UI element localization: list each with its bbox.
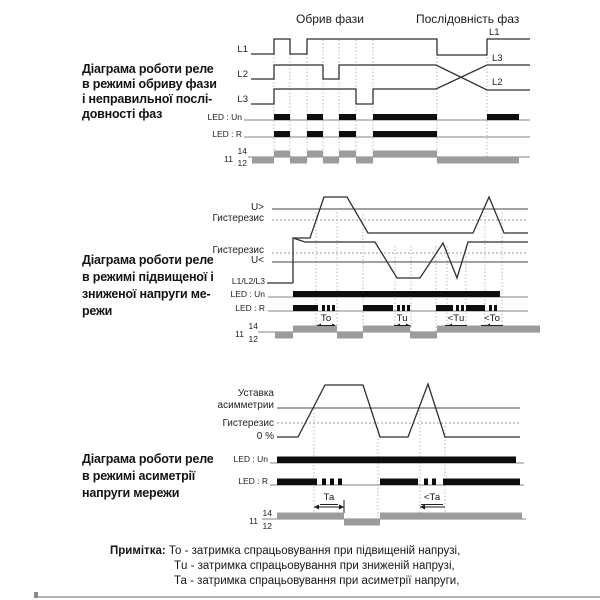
note-line-3: Та - затримка спрацьовування при асиметрії напруги, bbox=[174, 575, 460, 587]
d2-timer-tu-label: Тu bbox=[394, 314, 410, 326]
d2-relay-contact-row bbox=[258, 326, 540, 339]
sidebar3-line: напруги мережи bbox=[82, 486, 180, 500]
d3-timer-ta-label: Та bbox=[320, 493, 338, 505]
sidebar1-line: в режимі обриву фази bbox=[82, 77, 217, 91]
d3-timer-arrows bbox=[314, 505, 445, 510]
d2-timer-lt-tu-label: <Тu bbox=[445, 314, 467, 326]
d1-contact-11-label: 11 bbox=[224, 154, 233, 164]
sidebar1-line: довності фаз bbox=[82, 107, 163, 121]
d2-contact-11-label: 11 bbox=[235, 329, 244, 339]
d3-threshold-lines bbox=[277, 408, 520, 423]
d2-timer-to-label: То bbox=[317, 314, 335, 326]
sidebar3-line: Діаграма роботи реле bbox=[82, 452, 214, 466]
d3-contact-12-label: 12 bbox=[262, 521, 272, 531]
d1-led-un-row bbox=[244, 114, 530, 120]
header-phase-break: Обрив фази bbox=[296, 12, 364, 26]
d1-l2-label: L2 bbox=[237, 69, 248, 80]
d1-right-l2-label: L2 bbox=[492, 77, 503, 88]
note-label: Примітка: bbox=[110, 545, 166, 557]
d1-l1-label: L1 bbox=[237, 44, 248, 55]
d2-contact-12-label: 12 bbox=[248, 334, 258, 344]
d3-led-r-label: LED : R bbox=[238, 476, 268, 486]
d3-relay-contact-row bbox=[262, 513, 526, 526]
d3-hysteresis-label: Гистерезис bbox=[222, 418, 274, 429]
d1-right-l1-label: L1 bbox=[489, 27, 500, 38]
note-line-2: Тu - затримка спрацьовування при зниженій напрузі, bbox=[174, 560, 455, 572]
d3-led-un-label: LED : Un bbox=[233, 454, 268, 464]
note-text-to: То - затримка спрацьовування при підвищеній напрузі, bbox=[168, 545, 461, 557]
d2-contact-14-label: 14 bbox=[248, 321, 258, 331]
d1-led-un-label: LED : Un bbox=[207, 112, 242, 122]
d1-phase-waveforms bbox=[251, 39, 530, 104]
d3-led-r-row bbox=[270, 479, 524, 486]
d2-undervoltage-trace bbox=[293, 238, 528, 278]
d1-led-r-label: LED : R bbox=[212, 129, 242, 139]
d2-phases-label: L1/L2/L3 bbox=[231, 276, 265, 286]
sidebar1-line: Діаграма роботи реле bbox=[82, 62, 214, 76]
d2-led-un-label: LED : Un bbox=[230, 289, 265, 299]
d3-contact-14-label: 14 bbox=[262, 508, 272, 518]
d1-l3-label: L3 bbox=[237, 94, 248, 105]
d3-contact-11-label: 11 bbox=[249, 516, 258, 526]
d2-u-under-label: U< bbox=[250, 255, 264, 266]
d2-timer-lt-to-label: <То bbox=[481, 314, 503, 326]
d1-l2-trace bbox=[251, 65, 530, 90]
d3-timer-lt-ta-label: <Та bbox=[421, 493, 443, 505]
d2-led-r-row bbox=[268, 305, 528, 311]
d2-overvoltage-trace bbox=[293, 197, 528, 283]
sidebar1-line: і неправильної послі- bbox=[82, 92, 213, 106]
d2-voltage-traces bbox=[293, 197, 528, 283]
sidebar2-line: режи bbox=[82, 304, 113, 318]
sidebar2-line: в режимі підвищеної і bbox=[82, 270, 214, 284]
d2-led-un-row bbox=[268, 291, 528, 297]
d3-led-un-row bbox=[270, 457, 524, 464]
sidebar-diagram1-caption bbox=[82, 62, 217, 122]
d3-setpoint-label-line2: асимметрии bbox=[217, 400, 274, 411]
d1-vertical-guides bbox=[274, 40, 487, 161]
d1-contact-12-label: 12 bbox=[237, 158, 247, 168]
d3-zero-percent-label: 0 % bbox=[256, 431, 274, 442]
d2-threshold-lines bbox=[267, 209, 528, 283]
d1-l3-trace bbox=[251, 65, 530, 104]
d2-hysteresis-bottom-label: Гистерезис bbox=[212, 245, 264, 256]
d3-setpoint-label-line1: Уставка bbox=[237, 388, 274, 399]
sidebar3-line: в режимі асиметрії bbox=[82, 469, 196, 483]
d3-asymmetry-trace bbox=[277, 384, 520, 437]
note-line-1 bbox=[110, 546, 460, 558]
header-phase-sequence: Послідовність фаз bbox=[416, 12, 520, 26]
d1-contact-14-label: 14 bbox=[237, 146, 247, 156]
sidebar2-line: Діаграма роботи реле bbox=[82, 253, 214, 267]
d2-u-over-label: U> bbox=[250, 202, 264, 213]
sidebar-diagram3-caption bbox=[82, 451, 214, 502]
sidebar-diagram2-caption bbox=[82, 252, 214, 320]
d1-l1-trace bbox=[251, 39, 530, 55]
d2-hysteresis-top-label: Гистерезис bbox=[212, 213, 264, 224]
sidebar2-line: зниженої напруги ме- bbox=[82, 287, 211, 301]
d1-right-l3-label: L3 bbox=[492, 53, 503, 64]
d2-led-r-label: LED : R bbox=[235, 303, 265, 313]
page-bottom-edge bbox=[34, 592, 600, 598]
